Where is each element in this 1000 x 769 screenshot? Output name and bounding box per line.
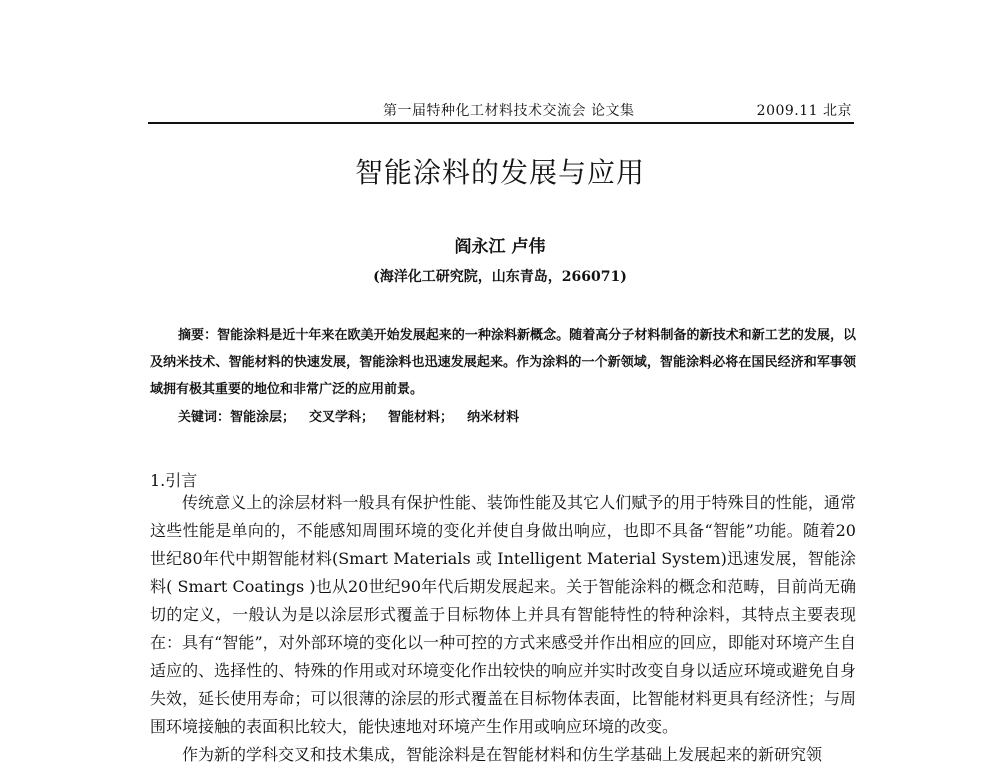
author-affiliation: (海洋化工研究院，山东青岛，266071) xyxy=(373,269,627,285)
abstract-label: 摘要： xyxy=(178,328,218,343)
header-conference-title: 第一届特种化工材料技术交流会 论文集 xyxy=(383,103,635,119)
abstract-block xyxy=(150,322,856,403)
section-heading: 1.引言 xyxy=(150,471,198,490)
running-header xyxy=(148,96,854,124)
keyword-item: 智能涂层； xyxy=(230,410,296,425)
keyword-item: 交叉学科； xyxy=(309,410,375,425)
keyword-item: 纳米材料 xyxy=(467,410,520,425)
body-paragraph: 作为新的学科交叉和技术集成，智能涂料是在智能材料和仿生学基础上发展起来的新研究领 xyxy=(182,745,823,764)
paper-authors: 阎永江 卢伟 xyxy=(454,237,546,257)
paper-title: 智能涂料的发展与应用 xyxy=(354,156,645,189)
section-body xyxy=(150,489,856,769)
header-date-location: 2009.11 北京 xyxy=(756,103,852,119)
keywords-label: 关键词： xyxy=(178,410,231,425)
body-paragraph: 传统意义上的涂层材料一般具有保护性能、装饰性能及其它人们赋予的用于特殊目的性能，通常这些性能是单向的，不能感知周围环境的变化并使自身做出响应，也即不具备“智能”功能。随着20世纪80年代中期智能材料(Smart Materials 或 Intelligent Material System)迅速发展，智能涂料( Smart Coatings )也从20世纪90年代后期发展起来。关于智能涂料的概念和范畴，目前尚无确切的定义，一般认为是以涂层形式覆盖于目标物体上并具有智能特性的特种涂料，其特点主要表现在：具有“智能”，对外部环境的变化以一种可控的方式来感受并作出相应的回应，即能对环境产生自适应的、选择性的、特殊的作用或对环境变化作出较快的响应并实时改变自身以适应环境或避免自身失效，延长使用寿命；可以很薄的涂层的形式覆盖在目标物体表面，比智能材料更具有经济性；与周围环境接触的表面积比较大，能快速地对环境产生作用或响应环境的改变。 xyxy=(150,493,856,736)
abstract-text: 智能涂料是近十年来在欧美开始发展起来的一种涂料新概念。随着高分子材料制备的新技术和新工艺的发展，以及纳米技术、智能材料的快速发展，智能涂料也迅速发展起来。作为涂料的一个新领域，智能涂料必将在国民经济和军事领域拥有极其重要的地位和非常广泛的应用前景。 xyxy=(150,328,856,397)
keywords-line xyxy=(178,406,858,425)
keyword-item: 智能材料； xyxy=(388,410,454,425)
